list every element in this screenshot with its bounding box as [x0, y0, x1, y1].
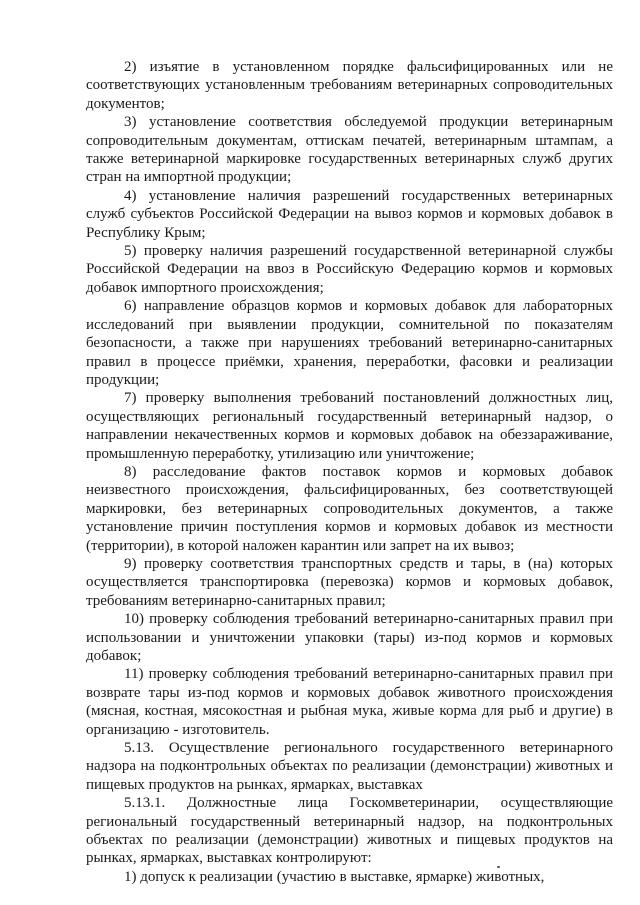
paragraph-item-8: 8) расследование фактов поставок кормов и кормовых добавок неизвестного происхождения, фальсифицированных, без соответствующей маркировки, без ветеринарных сопроводительных документов, а также установление причин поступления кормов и кормовых добавок из местности (территории), в которой наложен карантин или запрет на их вывоз; [86, 463, 613, 554]
paragraph-item-6: 6) направление образцов кормов и кормовых добавок для лабораторных исследований при выявлении продукции, сомнительной по показателям безопасности, а также при нарушениях требований ветеринарно-санитарных правил в процессе приёмки, хранения, переработки, фасовки и реализации продукции; [86, 298, 613, 388]
paragraph-item-2: 2) изъятие в установленном порядке фальсифицированных или не соответствующих установленным требованиям ветеринарных сопроводительных документов; [86, 59, 613, 112]
paragraph-item-5: 5) проверку наличия разрешений государственной ветеринарной службы Российской Федерации на ввоз в Российскую Федерацию кормов и кормовых добавок импортного происхождения; [86, 243, 613, 296]
paragraph-item-3: 3) установление соответствия обследуемой продукции ветеринарным сопроводительным документам, оттискам печатей, ветеринарным штампам, а также ветеринарной маркировке государственных ветеринарных служб других стран на импортной продукции; [86, 114, 613, 186]
section-5-13-heading: 5.13. Осуществление регионального государственного ветеринарного надзора на подконтрольных объектах по реализации (демонстрации) животных и пищевых продуктов на рынках, ярмарках, выставках [86, 740, 613, 793]
paragraph-item-4: 4) установление наличия разрешений государственных ветеринарных служб субъектов Российской Федерации на вывоз кормов и кормовых добавок в Республику Крым; [86, 187, 613, 241]
paragraph-item-1-continued: 1) допуск к реализации (участию в выставке, ярмарке) животных, [124, 868, 545, 885]
document-page [86, 58, 613, 886]
paragraph-item-10: 10) проверку соблюдения требований ветеринарно-санитарных правил при использовании и уничтожении упаковки (тары) из-под кормов и кормовых добавок; [86, 611, 613, 664]
paragraph-item-11: 11) проверку соблюдения требований ветеринарно-санитарных правил при возврате тары из-под кормов и кормовых добавок животного происхождения (мясная, костная, мясокостная и рыбная мука, живые корма для рыб и другие) в организацию - изготовитель. [86, 666, 613, 738]
section-5-13-1-intro: 5.13.1. Должностные лица Госкомветеринарии, осуществляющие региональный государственный ветеринарный надзор, на подконтрольных объектах по реализации (демонстрации) животных и пищевых продуктов на рынках, ярмарках, выставках контролируют: [86, 795, 613, 867]
scan-speck [497, 866, 500, 868]
paragraph-item-9: 9) проверку соответствия транспортных средств и тары, в (на) которых осуществляется транспортировка (перевозка) кормов и кормовых добавок, требованиям ветеринарно-санитарных правил; [86, 555, 613, 609]
paragraph-item-7: 7) проверку выполнения требований постановлений должностных лиц, осуществляющих региональный государственный ветеринарный надзор, о направлении некачественных кормов и кормовых добавок на обеззараживание, промышленную переработку, утилизацию или уничтожение; [86, 390, 613, 462]
